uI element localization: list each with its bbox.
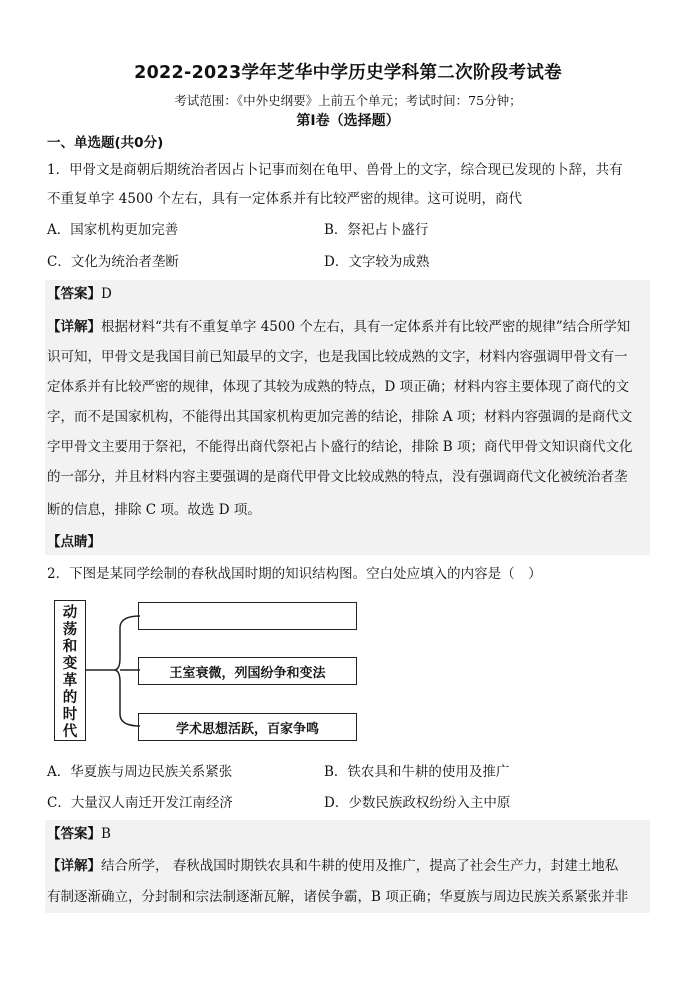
q1-detail-line1: 【详解】根据材料“共有不重复单字 4500 个左右，具有一定体系并有比较严密的规律”结合所学知: [47, 319, 631, 335]
diagram-box-bottom: 学术思想活跃，百家争鸣: [138, 713, 357, 741]
q1-detail-line4: 字，而不是国家机构，不能得出其国家机构更加完善的结论，排除 A 项；材料内容强调的是商代文: [47, 409, 633, 425]
q1-answer-value: D: [101, 286, 112, 302]
q1-detail-line5: 字甲骨文主要用于祭祀，不能得出商代祭祀占卜盛行的结论，排除 B 项；商代甲骨文知识商代文化: [47, 439, 633, 455]
section-heading: 一、单选题(共0分): [47, 135, 164, 151]
q2-detail-line2: 有制逐渐确立，分封制和宗法制逐渐瓦解，诸侯争霸，B 项正确；华夏族与周边民族关系紧张并非: [47, 889, 629, 905]
q2-detail-tag: 【详解】: [47, 858, 101, 874]
diagram-title-char: 荡: [62, 622, 78, 638]
q1-answer-line: [47, 285, 112, 303]
q1-option-d[interactable]: D．文字较为成熟: [324, 254, 430, 270]
diagram-title-char: 的: [62, 690, 78, 706]
q1-detail-tag: 【详解】: [47, 319, 101, 335]
q2-stem: 2．下图是某同学绘制的春秋战国时期的知识结构图。空白处应填入的内容是（ ）: [47, 566, 542, 582]
diagram-box-middle: 王室衰微，列国纷争和变法: [138, 657, 357, 685]
q1-option-a[interactable]: A．国家机构更加完善: [47, 222, 179, 238]
diagram-title-char: 代: [62, 724, 78, 740]
diagram-blank-box: [138, 602, 357, 630]
q2-answer-tag: 【答案】: [47, 826, 101, 842]
q1-option-b[interactable]: B．祭祀占卜盛行: [324, 222, 429, 238]
part-heading: 第I卷（选择题）: [296, 113, 400, 129]
diagram-title-char: 和: [62, 639, 78, 655]
q1-option-c[interactable]: C．文化为统治者垄断: [47, 254, 179, 270]
q1-detail-line7: 断的信息，排除 C 项。故选 D 项。: [47, 502, 261, 518]
q2-option-a[interactable]: A．华夏族与周边民族关系紧张: [47, 764, 233, 780]
q1-stem-line2: 不重复单字 4500 个左右，具有一定体系并有比较严密的规律。这可说明，商代: [47, 191, 522, 207]
diagram-title-char: 革: [62, 673, 78, 689]
q2-answer-value: B: [101, 826, 111, 842]
diagram-title-char: 时: [62, 707, 78, 723]
exam-title: 2022-2023学年芝华中学历史学科第二次阶段考试卷: [134, 63, 562, 83]
q2-option-b[interactable]: B．铁农具和牛耕的使用及推广: [324, 764, 510, 780]
exam-meta: 考试范围：《中外史纲要》上前五个单元；考试时间：75分钟；: [174, 93, 522, 108]
diagram-title-char: 动: [62, 605, 78, 621]
q2-detail-line1: 【详解】结合所学， 春秋战国时期铁农具和牛耕的使用及推广，提高了社会生产力，封建土地私: [47, 858, 619, 874]
q1-stem-line1: 1．甲骨文是商朝后期统治者因占卜记事而刻在龟甲、兽骨上的文字，综合现已发现的卜辞，共有: [47, 162, 623, 178]
knowledge-structure-diagram: [52, 598, 362, 746]
q1-comment-tag: 【点睛】: [47, 534, 101, 550]
q1-detail-line6: 的一部分，并且材料内容主要强调的是商代甲骨文比较成熟的特点，没有强调商代文化被统治者垄: [47, 469, 628, 485]
q1-detail-line3: 定体系并有比较严密的规律，体现了其较为成熟的特点，D 项正确；材料内容主要体现了商代的文: [47, 379, 630, 395]
diagram-title-char: 变: [62, 656, 78, 672]
q2-option-c[interactable]: C．大量汉人南迁开发江南经济: [47, 795, 233, 811]
q2-option-d[interactable]: D．少数民族政权纷纷入主中原: [324, 795, 511, 811]
q1-detail-line2: 识可知，甲骨文是我国目前已知最早的文字，也是我国比较成熟的文字，材料内容强调甲骨文有一: [47, 349, 628, 365]
q2-answer-line: [47, 825, 111, 843]
q1-answer-tag: 【答案】: [47, 286, 101, 302]
